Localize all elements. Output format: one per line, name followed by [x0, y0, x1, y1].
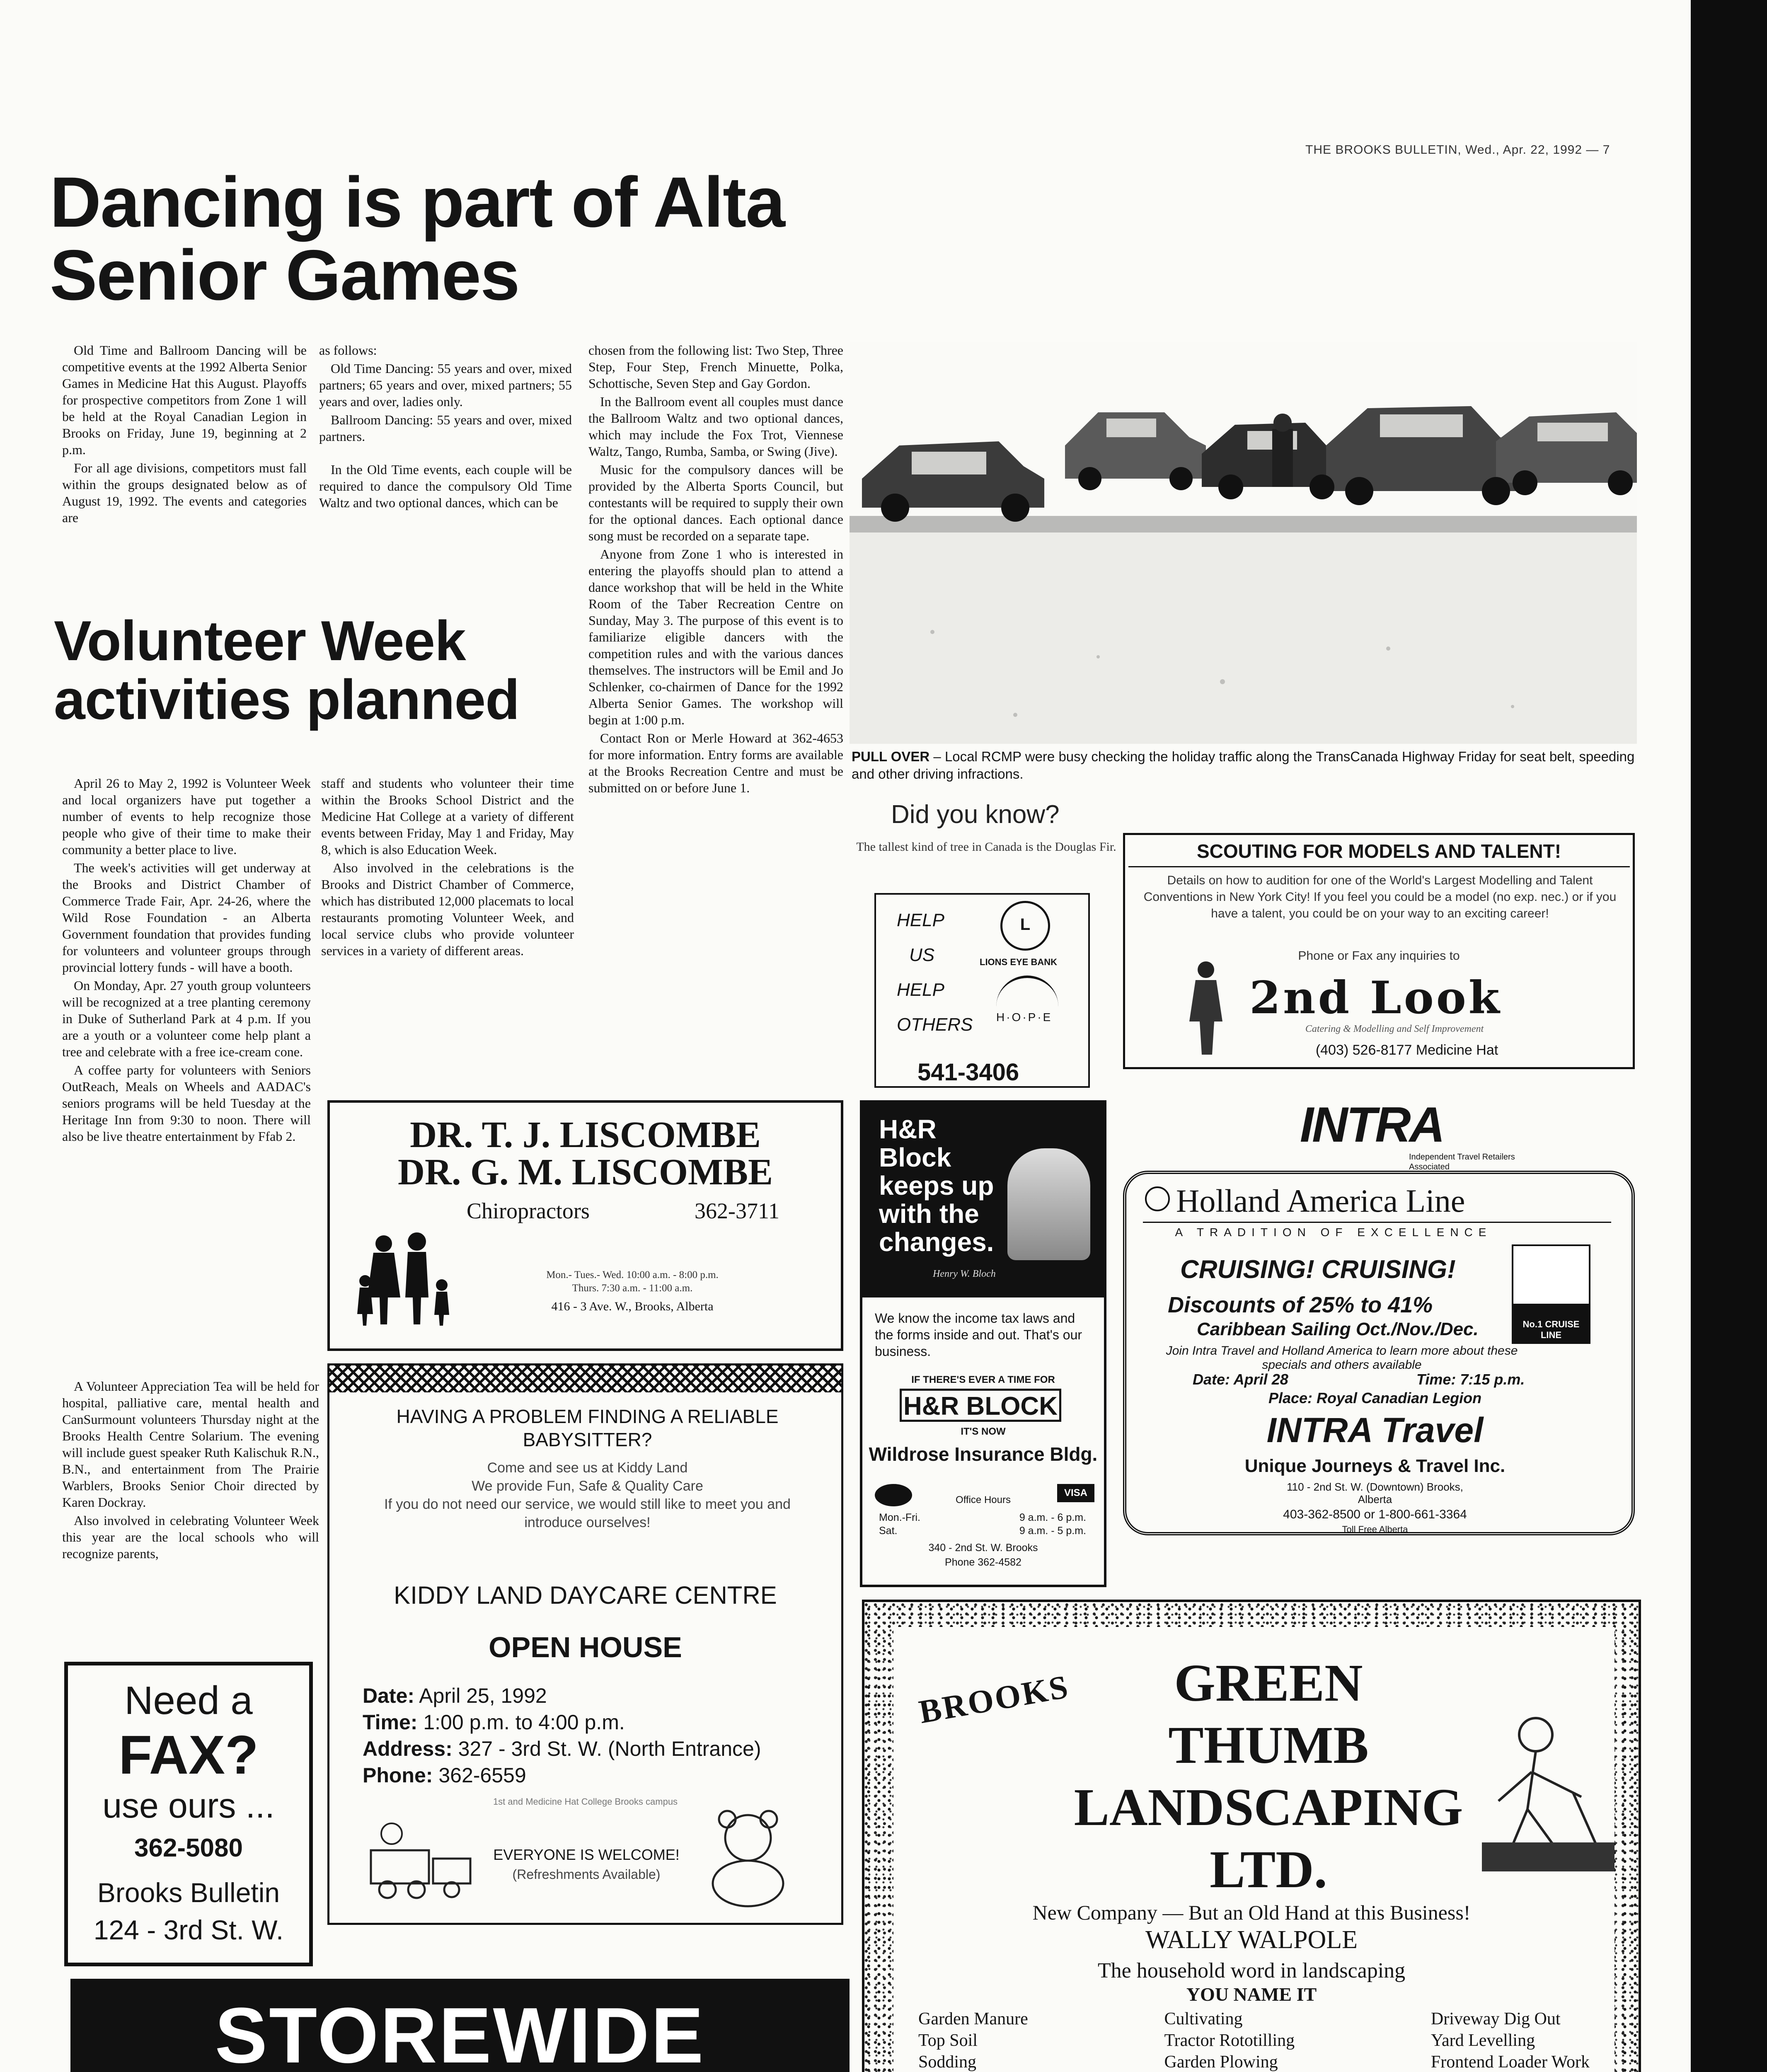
- hrblock-office: Wildrose Insurance Bldg.: [869, 1443, 1098, 1465]
- lions-eyebank-ad: [874, 893, 1090, 1088]
- hrblock-strap: IF THERE'S EVER A TIME FOR: [911, 1374, 1055, 1385]
- doctor-name-1: DR. T. J. LISCOMBE: [410, 1114, 761, 1155]
- hrblock-hours: [879, 1511, 1086, 1537]
- hrblock-signature: Henry W. Bloch: [933, 1268, 996, 1279]
- gt-name-it: YOU NAME IT: [1186, 1984, 1317, 2005]
- service-item: Cultivating: [1164, 2009, 1243, 2028]
- article-paragraph: Old Time Dancing: 55 years and over, mixed partners; 65 years and over, mixed partners; 55 years and over, ladies only.: [319, 361, 572, 409]
- article-paragraph: Ballroom Dancing: 55 years and over, mixed partners.: [319, 412, 572, 444]
- photo-caption: [852, 748, 1639, 783]
- intra-logo-sub: Independent Travel Retailers Associated: [1409, 1152, 1515, 1172]
- article-paragraph: staff and students who volunteer their time within the Brooks School District and the Medicine Hat College at a variety of different events between Friday, May 1 and Friday, May 8, which is also Education Week.: [321, 776, 574, 857]
- hours-day: Mon.-Fri.: [879, 1512, 920, 1523]
- hours-time: 9 a.m. - 6 p.m.: [1019, 1512, 1086, 1523]
- gt-brooks: BROOKS: [916, 1668, 1072, 1731]
- intra-join: Join Intra Travel and Holland America to learn more about these specials and others available: [1166, 1344, 1518, 1372]
- dancing-headline: Dancing is part of Alta Senior Games: [50, 162, 784, 315]
- service-item: Top Soil: [918, 2031, 978, 2050]
- toy-train-icon: [363, 1817, 479, 1900]
- title-line: LANDSCAPING: [1074, 1778, 1463, 1837]
- hrblock-logo: H&R BLOCK: [900, 1389, 1061, 1422]
- holland-america-line: Holland America Line: [1176, 1183, 1465, 1219]
- lions-slogan: [897, 903, 973, 1042]
- doctor-name-2: DR. G. M. LISCOMBE: [397, 1152, 773, 1193]
- kiddy-intro: [354, 1459, 821, 1532]
- intra-travel-ad: [1123, 1097, 1635, 1548]
- service-item: Yard Levelling: [1431, 2031, 1535, 2050]
- portrait-image: [1007, 1148, 1090, 1260]
- title-line: THUMB: [1168, 1716, 1369, 1774]
- article-paragraph: For all age divisions, competitors must fall within the groups designated below as of August 19, 1992. The events and categories are: [62, 460, 307, 525]
- hrblock-ad: [860, 1100, 1106, 1587]
- gt-owner: WALLY WALPOLE: [1145, 1926, 1358, 1954]
- article-paragraph: The week's activities will get underway at the Brooks and District Chamber of Commerce Trade Fair, Apr. 24-26, where the Wild Rose Foundation - an Alberta Government foundation that provides funding for volunteers and volunteer groups through provincial lottery funds - will have a booth.: [62, 860, 311, 975]
- hours-line: Mon.- Tues.- Wed. 10:00 a.m. - 8:00 p.m.: [546, 1269, 719, 1280]
- scouting-phone: (403) 526-8177 Medicine Hat: [1315, 1042, 1498, 1058]
- intra-tollfree: Toll Free Alberta: [1342, 1524, 1408, 1535]
- intra-address: 110 - 2nd St. W. (Downtown) Brooks, Alberta: [1287, 1481, 1463, 1506]
- secondlook-brand: 2nd Look: [1249, 972, 1502, 1024]
- detail-label: Phone:: [363, 1764, 433, 1787]
- model-figure-icon: [1183, 959, 1229, 1055]
- article-paragraph: Also involved in celebrating Volunteer Week this year are the local schools who will recognize parents,: [62, 1513, 319, 1561]
- intra-time: Time: 7:15 p.m.: [1416, 1371, 1525, 1388]
- dancing-col1: [62, 342, 307, 528]
- detail-value: 327 - 3rd St. W. (North Entrance): [458, 1737, 761, 1760]
- fax-name: Brooks Bulletin: [97, 1877, 280, 1908]
- storewide-ad: [70, 1979, 850, 2072]
- scouting-inquiry: Phone or Fax any inquiries to: [1298, 949, 1460, 963]
- intra-phones: 403-362-8500 or 1-800-661-3364: [1283, 1508, 1467, 1521]
- teddy-bear-icon: [694, 1809, 802, 1908]
- zigzag-border: [329, 1365, 841, 1392]
- intra-cruising: CRUISING! CRUISING!: [1180, 1255, 1456, 1284]
- hrblock-now: IT'S NOW: [961, 1426, 1006, 1437]
- secondlook-tagline: Catering & Modelling and Self Improvement: [1305, 1024, 1484, 1034]
- intra-frame: [1123, 1171, 1635, 1535]
- kiddy-headline: HAVING A PROBLEM FINDING A RELIABLE BABYSITTER?: [396, 1406, 779, 1450]
- article-paragraph: In the Old Time events, each couple will be required to dance the compulsory Old Time Waltz and two optional dances, which can be: [319, 462, 572, 510]
- gt-new-company: New Company — But an Old Hand at this Business!: [1032, 1901, 1471, 1924]
- running-head: THE BROOKS BULLETIN, Wed., Apr. 22, 1992 — 7: [1305, 143, 1610, 157]
- intra-travel-logo: INTRA Travel: [1266, 1411, 1484, 1450]
- hrblock-phone: Phone 362-4582: [945, 1556, 1021, 1568]
- fax-ad: [64, 1662, 313, 1966]
- fax-address: 124 - 3rd St. W.: [93, 1915, 284, 1945]
- intra-logo: INTRA: [1300, 1097, 1444, 1152]
- volunteer-headline: Volunteer Week activities planned: [54, 609, 520, 731]
- hours-day: Sat.: [879, 1525, 898, 1537]
- didyouknow-title: Did you know?: [891, 800, 1060, 829]
- hours-label: Office Hours: [956, 1494, 1011, 1506]
- intra-place: Place: Royal Canadian Legion: [1268, 1389, 1482, 1406]
- kiddy-details: [363, 1682, 818, 1789]
- title-line: LTD.: [1210, 1840, 1327, 1899]
- caption-text: – Local RCMP were busy checking the holiday traffic along the TransCanada Highway Friday for seat belt, speeding and other driving infractions.: [852, 749, 1635, 782]
- volunteer-col1: [62, 775, 311, 1146]
- caption-lead: PULL OVER: [852, 749, 930, 764]
- gt-title: [1051, 1652, 1486, 1900]
- hours-line: Thurs. 7:30 a.m. - 11:00 a.m.: [572, 1283, 693, 1294]
- intra-date: Date: April 28: [1193, 1371, 1288, 1388]
- service-item: Driveway Dig Out: [1431, 2009, 1561, 2028]
- service-column: [1164, 2008, 1295, 2072]
- article-paragraph: as follows:: [319, 343, 377, 358]
- liscombe-phone: 362-3711: [695, 1198, 779, 1223]
- slogan-line: US: [909, 945, 935, 965]
- service-item: Frontend Loader Work: [1431, 2053, 1590, 2072]
- service-item: Tractor Rototilling: [1164, 2031, 1295, 2050]
- detail-label: Time:: [363, 1711, 418, 1734]
- fax-phone: 362-5080: [134, 1834, 243, 1862]
- article-paragraph: Music for the compulsory dances will be provided by the Alberta Sports Council, but contestants will be required to supply their own for the optional dances. Each optional dance song must be recorded on a separate tape.: [588, 462, 843, 543]
- kiddy-small: 1st and Medicine Hat College Brooks campus: [493, 1796, 678, 1807]
- gardener-icon: [1474, 1702, 1615, 1876]
- kiddy-refreshments: (Refreshments Available): [512, 1867, 661, 1882]
- fax-headline: FAX?: [119, 1724, 259, 1785]
- storewide-title: STOREWIDE: [215, 1992, 705, 2072]
- article-paragraph: Contact Ron or Merle Howard at 362-4653 for more information. Entry forms are available at the Brooks Recreation Centre and must be submitted on or before June 1.: [588, 731, 843, 795]
- slogan-line: OTHERS: [897, 1014, 973, 1035]
- slogan-line: HELP: [897, 980, 944, 1000]
- article-paragraph: On Monday, Apr. 27 youth group volunteers will be recognized at a tree planting ceremony in Duke of Sutherland Park at 4 p.m. If you are a youth or a volunteer come help plant a tree and celebrate with a free ice-cream cone.: [62, 978, 311, 1059]
- dancing-col3: [588, 342, 843, 798]
- article-paragraph: A coffee party for volunteers with Seniors OutReach, Meals on Wheels and AADAC's seniors programs will be held Tuesday at the Heritage Inn from 9:30 to noon. There will also be live theatre entertainment by Ffab 2.: [62, 1063, 311, 1144]
- service-item: Garden Manure: [918, 2009, 1028, 2028]
- intra-discount: Discounts of 25% to 41%: [1168, 1293, 1433, 1317]
- lions-badge: LIONS EYE BANK: [980, 957, 1058, 967]
- holland-seal-icon: [1145, 1186, 1170, 1211]
- family-silhouette-icon: [355, 1227, 462, 1326]
- gt-services: [918, 2008, 1590, 2072]
- intra-sailing: Caribbean Sailing Oct./Nov./Dec.: [1197, 1319, 1479, 1339]
- scouting-title: SCOUTING FOR MODELS AND TALENT!: [1196, 840, 1561, 862]
- service-column: [1431, 2008, 1590, 2072]
- slogan-line: HELP: [897, 910, 944, 930]
- hrblock-headline: H&R Block keeps up with the changes.: [879, 1114, 994, 1257]
- liscombe-address: 416 - 3 Ave. W., Brooks, Alberta: [551, 1300, 714, 1313]
- lions-phone: 541-3406: [917, 1059, 1019, 1086]
- hrblock-body: We know the income tax laws and the forms inside and out. That's our business.: [875, 1311, 1082, 1359]
- article-paragraph: April 26 to May 2, 1992 is Volunteer Week and local organizers have put together a number of events to help recognize those people who give of their time to make their community a better place to live.: [62, 776, 311, 857]
- title-line: GREEN: [1174, 1653, 1363, 1712]
- dancing-col2: [319, 342, 572, 513]
- fax-use: use ours ...: [102, 1786, 275, 1825]
- kiddy-line: Come and see us at Kiddy Land: [487, 1460, 688, 1476]
- kiddy-line: We provide Fun, Safe & Quality Care: [472, 1478, 703, 1494]
- detail-value: 362-6559: [438, 1764, 526, 1787]
- service-column: [918, 2008, 1028, 2072]
- volunteer-col1b: [62, 1378, 319, 1564]
- detail-value: 1:00 p.m. to 4:00 p.m.: [423, 1711, 625, 1734]
- intra-tradition: A TRADITION OF EXCELLENCE: [1175, 1226, 1492, 1239]
- volunteer-col2: [321, 775, 574, 961]
- didyouknow-body: The tallest kind of tree in Canada is the Douglas Fir.: [856, 840, 1116, 854]
- kiddy-line: If you do not need our service, we would still like to meet you and introduce ourselves!: [384, 1496, 791, 1530]
- scouting-ad: [1123, 833, 1635, 1069]
- greenthumb-ad: [862, 1600, 1641, 2072]
- gt-household: The household word in landscaping: [1097, 1959, 1406, 1982]
- service-item: Sodding: [918, 2053, 977, 2072]
- article-paragraph: Old Time and Ballroom Dancing will be competitive events at the 1992 Alberta Senior Games in Medicine Hat this August. Playoffs for prospective competitors from Zone 1 will be held at the Royal Canadian Legion in Brooks on Friday, June 19, beginning at 2 p.m.: [62, 343, 307, 457]
- intra-badge: No.1 CRUISE LINE: [1523, 1319, 1580, 1340]
- liscombe-hours: [454, 1268, 811, 1295]
- sunrise-icon: [996, 975, 1058, 1011]
- hope-label: H·O·P·E: [996, 1011, 1053, 1024]
- detail-value: April 25, 1992: [419, 1684, 547, 1707]
- hours-time: 9 a.m. - 5 p.m.: [1019, 1525, 1086, 1537]
- article-paragraph: In the Ballroom event all couples must dance the Ballroom Waltz and two optional dances, which may include the Fox Trot, Viennese Waltz, Tango, Rumba, Samba, or Swing (Jive).: [588, 394, 843, 459]
- detail-label: Date:: [363, 1684, 415, 1707]
- article-paragraph: Also involved in the celebrations is the Brooks and District Chamber of Commerce, which has distributed 12,000 placemats to local restaurants promoting Volunteer Week, and local service clubs who provide volunteer services in a variety of different areas.: [321, 860, 574, 958]
- hrblock-address: 340 - 2nd St. W. Brooks: [928, 1542, 1038, 1554]
- kiddy-event: OPEN HOUSE: [489, 1631, 682, 1663]
- liscombe-ad: [327, 1100, 843, 1351]
- visa-icon: VISA: [1057, 1484, 1094, 1502]
- scouting-body: Details on how to audition for one of the World's Largest Modelling and Talent Conventions in New York City! If you feel you could be a model (no exp. nec.) or if you have a talent, you could be on your way to an exciting career!: [1143, 874, 1617, 920]
- fax-need: Need a: [124, 1678, 253, 1723]
- mastercard-icon: [875, 1484, 912, 1506]
- lions-logo-icon: L: [1000, 901, 1050, 951]
- article-paragraph: chosen from the following list: Two Step, Three Step, Four Step, French Minuette, Polka, Schottische, Seven Step and Gay Gordon.: [588, 343, 843, 391]
- highway-photo: [850, 342, 1637, 744]
- detail-label: Address:: [363, 1737, 453, 1760]
- service-item: Garden Plowing: [1164, 2053, 1278, 2072]
- kiddyland-ad: [327, 1363, 843, 1925]
- intra-company: Unique Journeys & Travel Inc.: [1244, 1456, 1506, 1476]
- kiddy-welcome: EVERYONE IS WELCOME!: [493, 1846, 680, 1863]
- chiropractors-title: Chiropractors: [467, 1198, 590, 1223]
- article-paragraph: A Volunteer Appreciation Tea will be held for hospital, palliative care, mental health and CanSurmount volunteers Thursday night at the Brooks Health Centre Solarium. The evening will include guest speaker Ruth Kalischuk R.N., B.N., and entertainment from The Prairie Warblers, Brooks Senior Choir directed by Karen Dockray.: [62, 1379, 319, 1510]
- kiddy-name: KIDDY LAND DAYCARE CENTRE: [394, 1581, 777, 1609]
- article-paragraph: Anyone from Zone 1 who is interested in entering the playoffs should plan to attend a dance workshop that will be held in the White Room of the Taber Recreation Centre on Sunday, May 3. The purpose of this event is to familiarize eligible dancers with the competition rules and with the various dances themselves. The instructors will be Emil and Jo Schlenker, co-chairmen of Dance for the 1992 Alberta Senior Games. The workshop will begin at 1:00 p.m.: [588, 547, 843, 727]
